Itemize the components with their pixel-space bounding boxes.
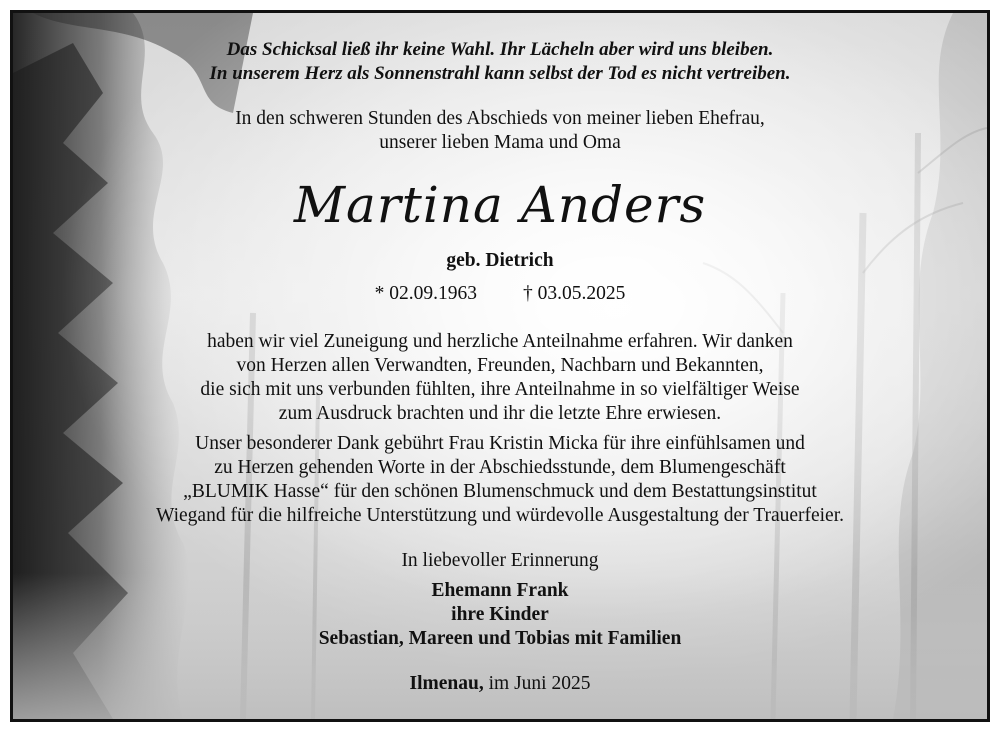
motto-line-2: In unserem Herz als Sonnenstrahl kann selbst der Tod es nicht vertreiben. bbox=[209, 63, 791, 84]
memory-line: In liebevoller Erinnerung bbox=[401, 550, 599, 571]
thanks-line-4: zum Ausdruck brachten und ihr die letzte Ehre erwiesen. bbox=[278, 403, 722, 424]
obituary-content bbox=[13, 13, 987, 719]
death-date: † 03.05.2025 bbox=[523, 283, 626, 304]
thanks-line-3: die sich mit uns verbunden fühlten, ihre Anteilnahme in so vielfältiger Weise bbox=[200, 379, 800, 400]
place: Ilmenau, bbox=[409, 673, 484, 694]
date: im Juni 2025 bbox=[488, 673, 591, 694]
life-dates bbox=[13, 283, 987, 305]
signer-family: Sebastian, Mareen und Tobias mit Familien bbox=[318, 628, 682, 649]
thanks-line-2: von Herzen allen Verwandten, Freunden, Nachbarn und Bekannten, bbox=[236, 355, 764, 376]
signer-husband: Ehemann Frank bbox=[431, 580, 569, 601]
thanks-line-1: haben wir viel Zuneigung und herzliche Anteilnahme erfahren. Wir danken bbox=[207, 331, 793, 352]
birth-name: geb. Dietrich bbox=[446, 250, 554, 271]
special-thanks-line-2: zu Herzen gehenden Worte in der Abschiedsstunde, dem Blumengeschäft bbox=[214, 457, 786, 478]
intro-line-1: In den schweren Stunden des Abschieds von meiner lieben Ehefrau, bbox=[235, 108, 765, 129]
motto-line-1: Das Schicksal ließ ihr keine Wahl. Ihr Lächeln aber wird uns bleiben. bbox=[226, 39, 774, 60]
intro-line-2: unserer lieben Mama und Oma bbox=[379, 132, 621, 153]
special-thanks-line-3: „BLUMIK Hasse“ für den schönen Blumenschmuck und dem Bestattungsinstitut bbox=[183, 481, 817, 502]
obituary-frame bbox=[10, 10, 990, 722]
birth-date: * 02.09.1963 bbox=[374, 283, 477, 304]
deceased-name: Martina Anders bbox=[293, 176, 707, 234]
special-thanks-line-4: Wiegand für die hilfreiche Unterstützung und würdevolle Ausgestaltung der Trauerfeier. bbox=[155, 505, 845, 526]
place-date bbox=[13, 673, 987, 695]
signer-children: ihre Kinder bbox=[451, 604, 549, 625]
special-thanks-line-1: Unser besonderer Dank gebührt Frau Kristin Micka für ihre einfühlsamen und bbox=[195, 433, 805, 454]
